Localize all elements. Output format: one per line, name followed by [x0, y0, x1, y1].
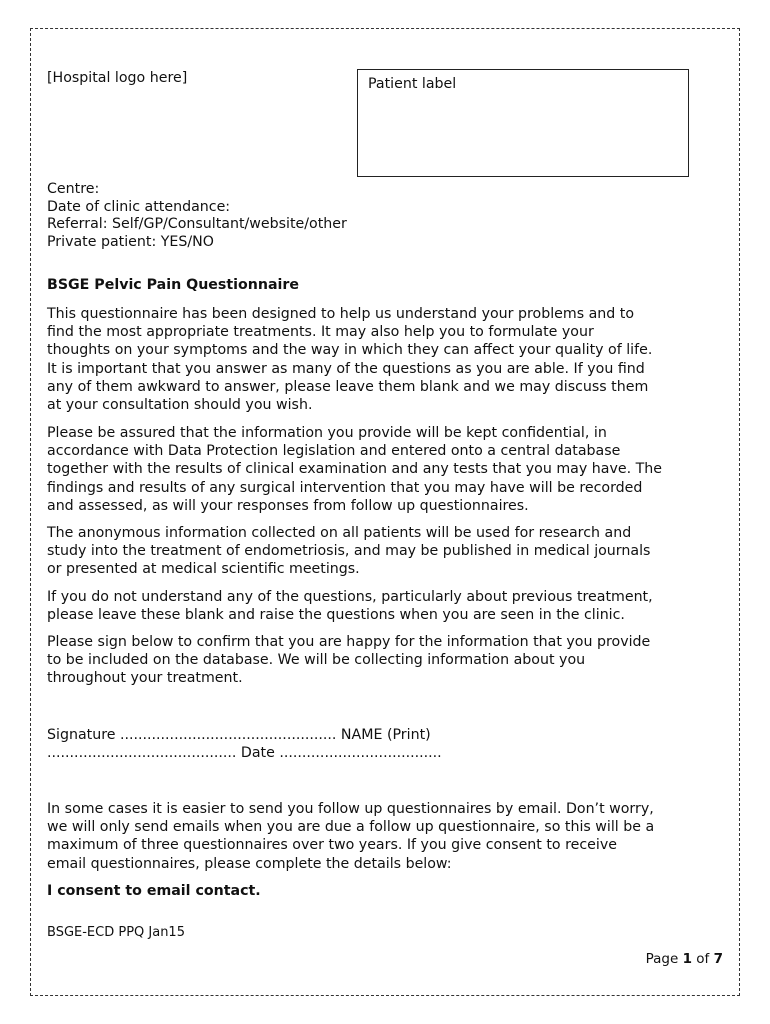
email-consent-heading: I consent to email contact. [47, 883, 261, 899]
research-paragraph: The anonymous information collected on all patients will be used for research and study into the treatment of endometriosis, and may be published in medical journals or presented at medical scientific meetings. [47, 525, 651, 578]
questions-paragraph: If you do not understand any of the questions, particularly about previous treatment, please leave these blank and raise the questions when you are seen in the clinic. [47, 589, 653, 624]
hospital-logo-placeholder: [Hospital logo here] [47, 70, 188, 86]
patient-label-box [357, 69, 689, 177]
intro-paragraph: This questionnaire has been designed to help us understand your problems and to find the most appropriate treatments. It may also help you to formulate your thoughts on your symptoms and the way in which they can affect your quality of life. It is important that you answer as many of the questions as you are able. If you find any of them awkward to answer, please leave them blank and we may discuss them at your consultation should you wish. [47, 306, 653, 414]
page-of: of [696, 951, 710, 967]
email-paragraph: In some cases it is easier to send you follow up questionnaires by email. Don’t worry, we will only send emails when you are due a follow up questionnaire, so this will be a maximum of three questionnaires over two years. If you give consent to receive email questionnaires, please complete the details below: [47, 801, 655, 872]
consent-paragraph: Please sign below to confirm that you are happy for the information that you provide to be included on the database. We will be collecting information about you throughout your treatment. [47, 634, 651, 687]
document-title: BSGE Pelvic Pain Questionnaire [47, 277, 300, 293]
page-prefix: Page [645, 951, 679, 967]
footer-code: BSGE-ECD PPQ Jan15 [47, 925, 185, 940]
page-number [620, 951, 723, 967]
confidentiality-paragraph: Please be assured that the information you provide will be kept confidential, in accordance with Data Protection legislation and entered onto a central database together with the results of clinical examination and any tests that you may have. The findings and results of any surgical intervention that you may have will be recorded and assessed, as will your responses from follow up questionnaires. [47, 425, 662, 514]
signature-lines: Signature ................................................ NAME (Print) .......................................... Date .................................... [47, 727, 442, 762]
page-current: 1 [682, 951, 692, 967]
clinic-info: Centre: Date of clinic attendance: Referral: Self/GP/Consultant/website/other Private patient: YES/NO [47, 181, 347, 250]
patient-label-text: Patient label [368, 76, 457, 92]
page-total: 7 [713, 951, 723, 967]
